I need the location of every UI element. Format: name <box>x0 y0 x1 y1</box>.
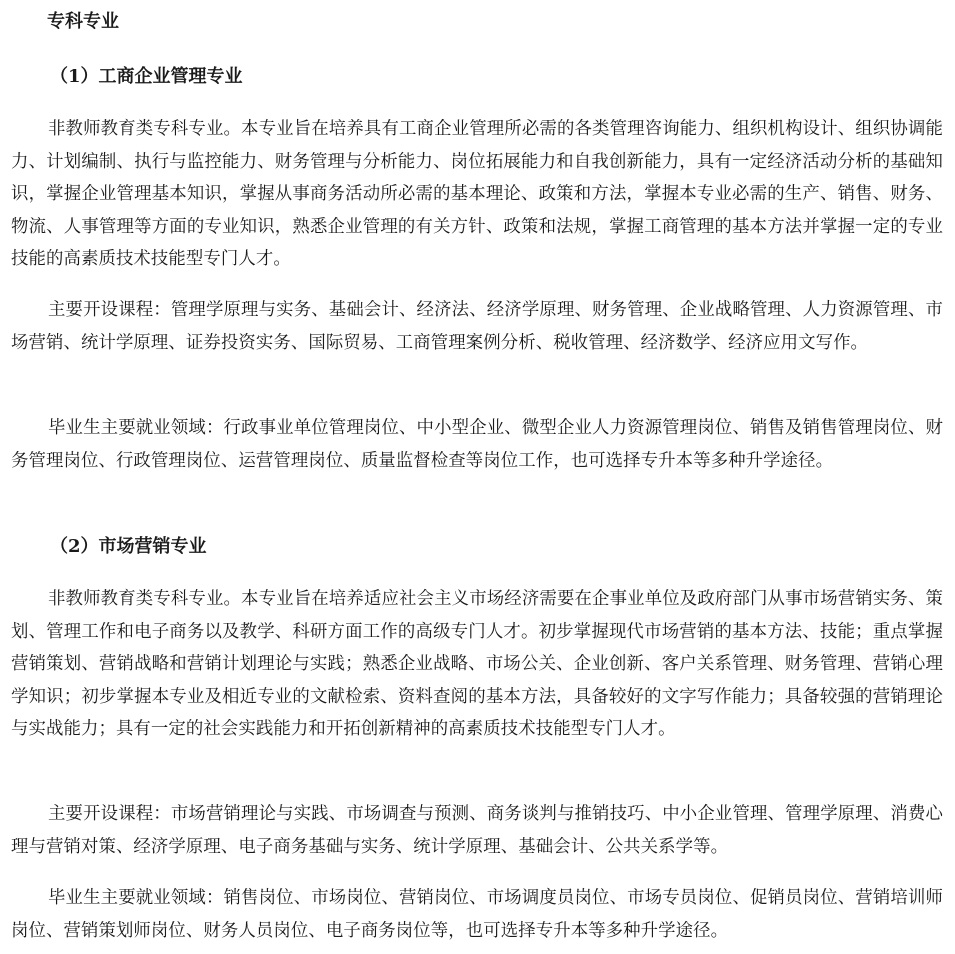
marketing-courses: 主要开设课程：市场营销理论与实践、市场调查与预测、商务谈判与推销技巧、中小企业管理、管理学原理、消费心理与营销对策、经济学原理、电子商务基础与实务、统计学原理、基础会计、公共关系学等。 <box>11 804 943 857</box>
page-title: 专科专业 <box>47 11 119 32</box>
business-management-employment: 毕业生主要就业领域：行政事业单位管理岗位、中小型企业、微型企业人力资源管理岗位、销售及销售管理岗位、财务管理岗位、行政管理岗位、运营管理岗位、质量监督检查等岗位工作，也可选择专升本等多种升学途径。 <box>11 418 943 471</box>
section-heading-marketing: （2）市场营销专业 <box>50 536 207 557</box>
section-heading-business-management: （1）工商企业管理专业 <box>50 66 243 87</box>
business-management-courses: 主要开设课程：管理学原理与实务、基础会计、经济法、经济学原理、财务管理、企业战略管理、人力资源管理、市场营销、统计学原理、证券投资实务、国际贸易、工商管理案例分析、税收管理、经济数学、经济应用文写作。 <box>11 300 943 353</box>
marketing-introduction: 非教师教育类专科专业。本专业旨在培养适应社会主义市场经济需要在企事业单位及政府部门从事市场营销实务、策划、管理工作和电子商务以及教学、科研方面工作的高级专门人才。初步掌握现代市场营销的基本方法、技能；重点掌握营销策划、营销战略和营销计划理论与实践；熟悉企业战略、市场公关、企业创新、客户关系管理、财务管理、营销心理学知识；初步掌握本专业及相近专业的文献检索、资料查阅的基本方法，具备较好的文字写作能力；具备较强的营销理论与实战能力；具有一定的社会实践能力和开拓创新精神的高素质技术技能型专门人才。 <box>11 589 943 739</box>
marketing-employment: 毕业生主要就业领域：销售岗位、市场岗位、营销岗位、市场调度员岗位、市场专员岗位、促销员岗位、营销培训师岗位、营销策划师岗位、财务人员岗位、电子商务岗位等，也可选择专升本等多种升学途径。 <box>11 888 943 941</box>
business-management-introduction: 非教师教育类专科专业。本专业旨在培养具有工商企业管理所必需的各类管理咨询能力、组织机构设计、组织协调能力、计划编制、执行与监控能力、财务管理与分析能力、岗位拓展能力和自我创新能力，具有一定经济活动分析的基础知识，掌握企业管理基本知识，掌握从事商务活动所必需的基本理论、政策和方法，掌握本专业必需的生产、销售、财务、物流、人事管理等方面的专业知识，熟悉企业管理的有关方针、政策和法规，掌握工商管理的基本方法并掌握一定的专业技能的高素质技术技能型专门人才。 <box>11 119 943 269</box>
